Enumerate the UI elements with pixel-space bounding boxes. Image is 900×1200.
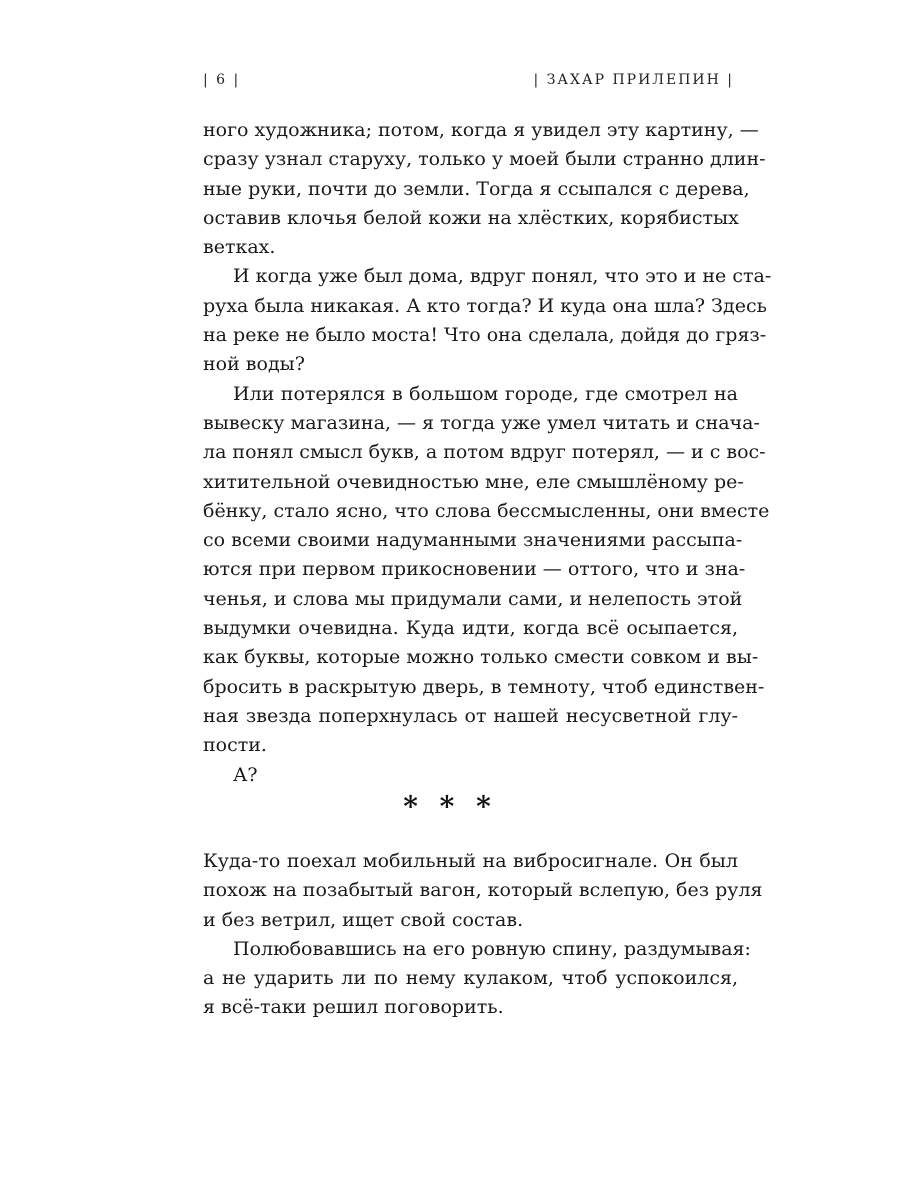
text-line: на реке не было моста! Что она сделала, дойдя до гряз-	[203, 324, 767, 347]
text-line: ются при первом прикосновении — оттого, что и зна-	[203, 558, 746, 581]
text-line: Полюбовавшись на его ровную спину, раздумывая:	[233, 937, 751, 960]
text-line: как буквы, которые можно только смести совком и вы-	[203, 646, 759, 669]
text-line: Или потерялся в большом городе, где смотрел на	[233, 382, 738, 405]
section-break-ornament: * * *	[403, 790, 497, 823]
text-line: бросить в раскрытую дверь, в темноту, чтоб единствен-	[203, 675, 765, 698]
text-line: ветках.	[203, 236, 276, 259]
page-number: | 6 |	[203, 72, 241, 88]
text-line: ная звезда поперхнулась от нашей несусветной глу-	[203, 704, 738, 727]
text-line: пости.	[203, 734, 267, 757]
author-name: ЗАХАР ПРИЛЕПИН	[546, 72, 721, 88]
page-number-value: 6	[216, 72, 228, 88]
text-line: выдумки очевидна. Куда идти, когда всё осыпается,	[203, 617, 738, 640]
text-line: оставив клочья белой кожи на хлёстких, корябистых	[203, 206, 739, 229]
text-line: Куда-то поехал мобильный на вибросигнале. Он был	[203, 850, 738, 872]
text-line: со всеми своими надуманными значениями рассыпа-	[203, 529, 743, 552]
text-line: вывеску магазина, — я тогда уже умел читать и снача-	[203, 411, 760, 434]
text-line: сразу узнал старуху, только у моей были странно длин-	[203, 148, 766, 171]
text-line: ного художника; потом, когда я увидел эту картину, —	[203, 119, 759, 141]
text-line: хитительной очевидностью мне, еле смышлёному ре-	[203, 470, 744, 493]
text-line: ные руки, почти до земли. Тогда я ссыпался с дерева,	[203, 177, 750, 200]
main-text	[203, 116, 772, 790]
text-line: А?	[233, 763, 258, 786]
text-line: ной воды?	[203, 353, 305, 376]
running-head-author: | ЗАХАР ПРИЛЕПИН |	[533, 72, 734, 88]
text-line: ченья, и слова мы придумали сами, и нелепость этой	[203, 587, 743, 610]
text-line: ла понял смысл букв, а потом вдруг потерял, — и с вос-	[203, 441, 766, 464]
text-line: и без ветрил, ищет свой состав.	[203, 908, 524, 931]
text-line: бёнку, стало ясно, что слова бессмысленны, они вместе	[203, 499, 770, 522]
running-head	[0, 70, 900, 94]
text-line: И когда уже был дома, вдруг понял, что это и не ста-	[233, 265, 772, 288]
text-line: руха была никакая. А кто тогда? И куда она шла? Здесь	[203, 294, 767, 317]
text-line: похож на позабытый вагон, который вслепую, без руля	[203, 879, 763, 902]
text-line: я всё-таки решил поговорить.	[203, 996, 504, 1019]
text-line: а не ударить ли по нему кулаком, чтоб успокоился,	[203, 967, 738, 990]
second-section-text	[203, 847, 763, 1023]
